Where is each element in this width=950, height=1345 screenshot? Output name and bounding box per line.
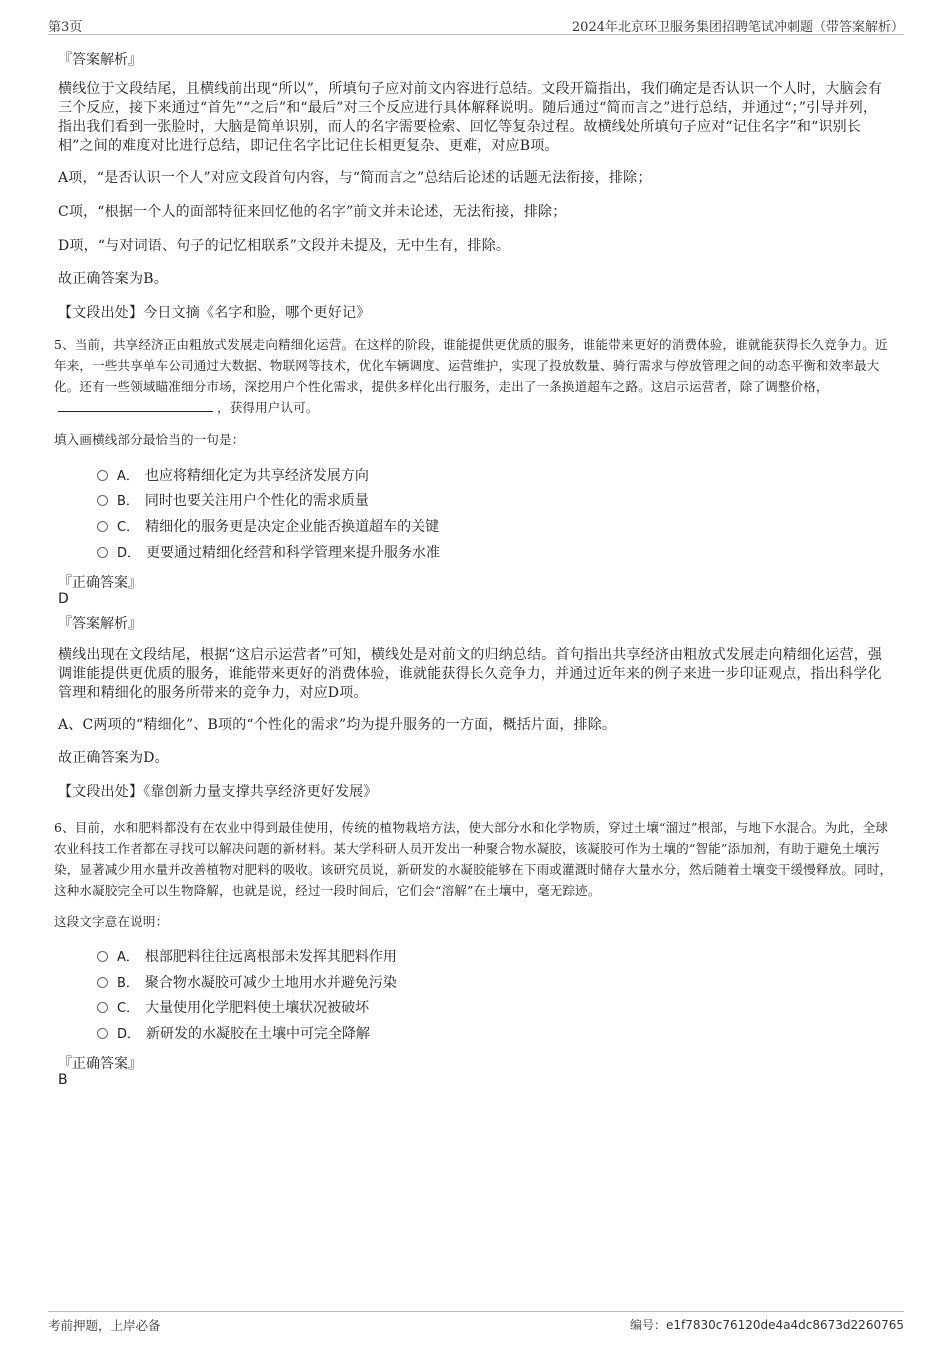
q6-option-b[interactable]: B． 聚合物水凝胶可减少土地用水并避免污染 (97, 974, 397, 993)
footer-serial: 编号：e1f7830c76120de4a4dc8673d2260765 (630, 1318, 904, 1332)
answer-value: B (58, 1072, 68, 1088)
q5-option-b[interactable]: B． 同时也要关注用户个性化的需求质量 (97, 492, 369, 511)
source-text: 【文段出处】今日文摘《名字和脸，哪个更好记》 (58, 305, 371, 321)
radio-icon[interactable] (97, 521, 108, 532)
analysis-label: 『答案解析』 (58, 52, 142, 68)
page-header (48, 14, 904, 35)
radio-icon[interactable] (97, 470, 108, 481)
radio-icon[interactable] (97, 977, 108, 988)
radio-icon[interactable] (97, 1028, 108, 1039)
analysis-text: 横线出现在文段结尾，根据“这启示运营者”可知，横线处是对前文的归纳总结。首句指出共享经济由粗放式发展走向精细化运营，强调谁能提供更优质的服务，谁能带来更好的消费体验，谁就能获得长久竞争力，并通过近年来的例子来进一步印证观点，指出科学化管理和精细化的服务所带来的竞争力，对应D项。 (58, 647, 883, 701)
q5-option-d[interactable]: D． 更要通过精细化经营和科学管理来提升服务水准 (97, 544, 440, 563)
analysis-label: 『答案解析』 (58, 616, 142, 632)
analysis-text: 横线位于文段结尾，且横线前出现“所以”，所填句子应对前文内容进行总结。文段开篇指出，我们确定是否认识一个人时，大脑会有三个反应，接下来通过“首先”“之后”和“最后”对三个反应进行具体解释说明。随后通过“简而言之”进行总结，并通过“；”引导并列，指出我们看到一张脸时，大脑是简单识别，而人的名字需要检索、回忆等复杂过程。故横线处所填句子应对“记住名字”和“识别长相”之间的难度对比进行总结，即记住名字比记住长相更复杂、更难，对应B项。 (58, 81, 883, 154)
q5-option-c[interactable]: C． 精细化的服务更是决定企业能否换道超车的关键 (97, 518, 439, 537)
question-6-prompt: 这段文字意在说明： (54, 914, 169, 929)
question-5-stem (54, 334, 896, 418)
conclusion-text: 故正确答案为D。 (58, 750, 169, 766)
conclusion-text: 故正确答案为B。 (58, 271, 168, 287)
fill-blank (58, 399, 213, 412)
page-number: 第3页 (48, 20, 83, 35)
source-text: 【文段出处】《靠创新力量支撑共享经济更好发展》 (58, 784, 378, 800)
option-c-explanation: C项，“根据一个人的面部特征来回忆他的名字”前文并未论述，无法衔接，排除； (58, 204, 567, 220)
question-5-stem-text: 5、当前，共享经济正由粗放式发展走向精细化运营。在这样的阶段，谁能提供更优质的服务，谁能带来更好的消费体验，谁就能获得长久竞争力。近年来，一些共享单车公司通过大数据、物联网等技术，优化车辆调度、运营维护，实现了投放数量、骑行需求与停放管理之间的动态平衡和效率最大化。还有一些领域瞄准细分市场，深挖用户个性化需求，提供多样化出行服务，走出了一条换道超车之路。这启示运营者，除了调整价格， (54, 337, 888, 394)
option-a-explanation: A项，“是否认识一个人”对应文段首句内容，与“简而言之”总结后论述的话题无法衔接，排除； (58, 170, 652, 186)
q5-option-a[interactable]: A． 也应将精细化定为共享经济发展方向 (97, 467, 369, 486)
radio-icon[interactable] (97, 1002, 108, 1013)
question-5-stem-end: ，获得用户认可。 (217, 400, 319, 415)
q6-option-c[interactable]: C． 大量使用化学肥料使土壤状况被破坏 (97, 999, 369, 1018)
radio-icon[interactable] (97, 951, 108, 962)
footer-motto: 考前押题，上岸必备 (48, 1318, 161, 1333)
option-d-explanation: D项，“与对词语、句子的记忆相联系”文段并未提及，无中生有，排除。 (58, 238, 511, 254)
answer-value: D (58, 591, 69, 607)
answer-label: 『正确答案』 (58, 1056, 142, 1072)
question-6-stem: 6、目前，水和肥料都没有在农业中得到最佳使用，传统的植物栽培方法，使大部分水和化学物质，穿过土壤“溜过”根部，与地下水混合。为此，全球农业科技工作者都在寻找可以解决问题的新材料。某大学科研人员开发出一种聚合物水凝胶，该凝胶可作为土壤的“智能”添加剂，有助于避免土壤污染，显著减少用水量并改善植物对肥料的吸收。该研究员说，新研发的水凝胶能够在下雨或灌溉时储存大量水分，然后随着土壤变干缓慢释放。同时，这种水凝胶完全可以生物降解，也就是说，经过一段时间后，它们会“溶解”在土壤中，毫无踪迹。 (54, 820, 893, 898)
radio-icon[interactable] (97, 495, 108, 506)
radio-icon[interactable] (97, 547, 108, 558)
document-title: 2024年北京环卫服务集团招聘笔试冲刺题（带答案解析） (571, 20, 904, 35)
answer-label: 『正确答案』 (58, 575, 142, 591)
page-footer (48, 1311, 904, 1336)
q6-option-d[interactable]: D． 新研发的水凝胶在土壤中可完全降解 (97, 1025, 370, 1044)
option-ac-explanation: A、C两项的“精细化”、B项的“个性化的需求”均为提升服务的一方面，概括片面，排除。 (58, 717, 617, 733)
question-5-prompt: 填入画横线部分最恰当的一句是： (54, 432, 245, 447)
q6-option-a[interactable]: A． 根部肥料往往远离根部未发挥其肥料作用 (97, 948, 397, 967)
